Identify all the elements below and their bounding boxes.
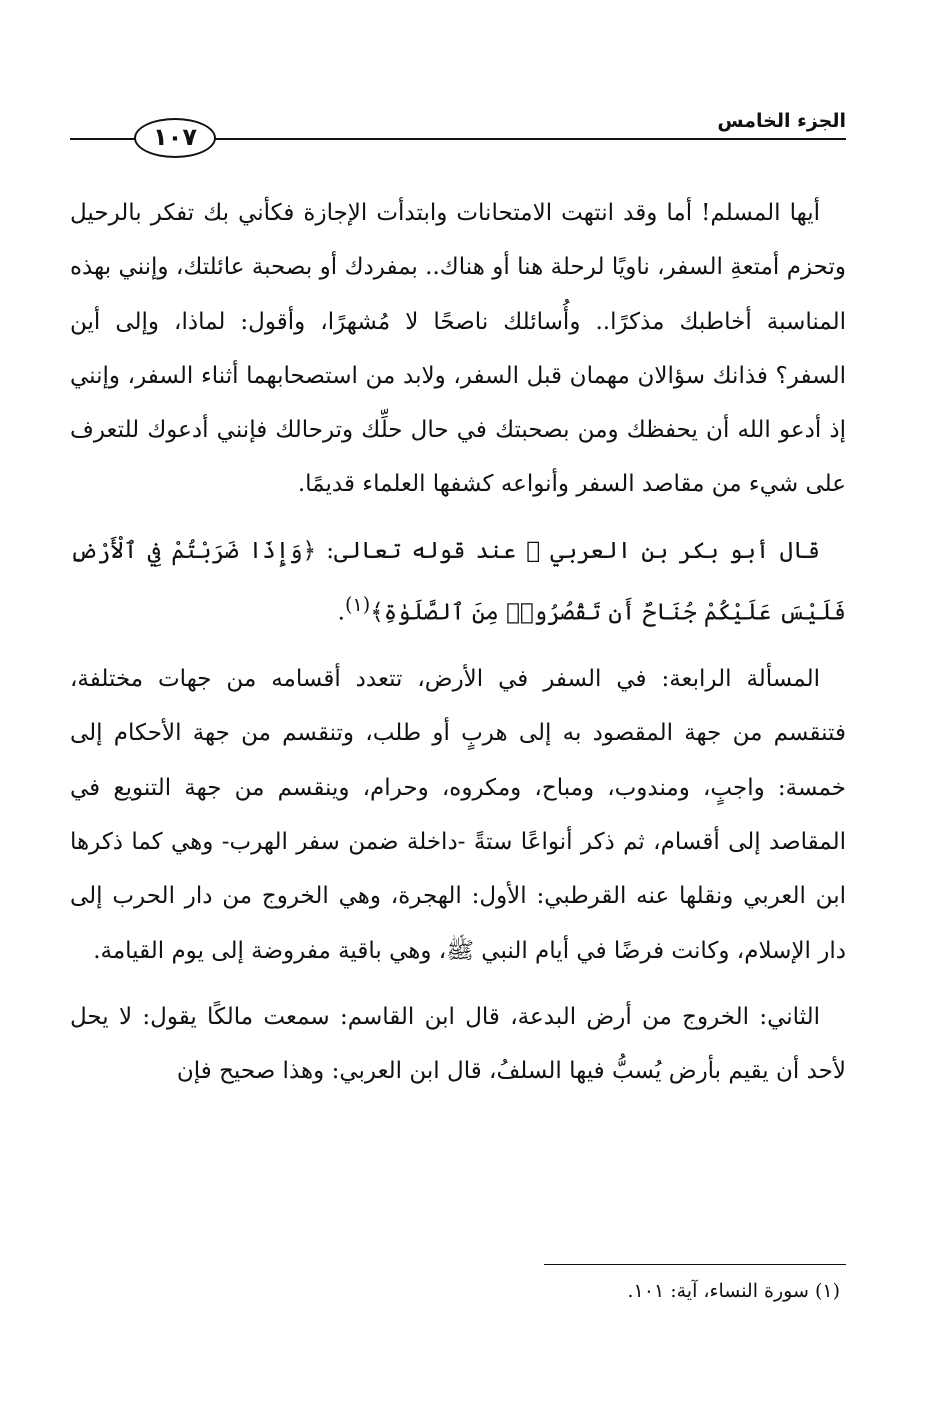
footnote-rule — [544, 1264, 846, 1265]
paragraph-quote — [70, 524, 846, 640]
body-text — [70, 186, 846, 1098]
quote-end-text: . — [337, 599, 345, 626]
page-header — [70, 108, 846, 168]
page-number: ١٠٧ — [134, 118, 216, 158]
footnote: (١) سورة النساء، آية: ١٠١. — [627, 1280, 840, 1302]
running-title: الجزء الخامس — [717, 110, 846, 132]
paragraph-intro: أيها المسلم! أما وقد انتهت الامتحانات وابتدأت الإجازة فكأني بك تفكر بالرحيل وتحزم أمتعةِ السفر، ناويًا لرحلة هنا أو هناك.. بمفردك أو بصحبة عائلتك، وإنني بهذه المناسبة أخاطبك مذكرًا.. وأُسائلك ناصحًا لا مُشهرًا، وأقول: لماذا، وإلى أين السفر؟ فذانك سؤالان مهمان قبل السفر، ولابد من استصحابهما أثناء السفر، وإنني إذ أدعو الله أن يحفظك ومن بصحبتك في حال حلِّك وترحالك فإنني أدعوك للتعرف على شيء من مقاصد السفر وأنواعه كشفها العلماء قديمًا. — [70, 200, 846, 498]
footnote-reference: (١) — [344, 593, 371, 617]
paragraph-second: الثاني: الخروج من أرض البدعة، قال ابن القاسم: سمعت مالكًا يقول: لا يحل لأحد أن يقيم بأرض يُسبُّ فيها السلفُ، قال ابن العربي: وهذا صحيح فإن — [70, 1003, 846, 1085]
paragraph-issue-four: المسألة الرابعة: في السفر في الأرض، تتعدد أقسامه من جهات مختلفة، فتنقسم من جهة المقصود به إلى هربٍ أو طلب، وتنقسم من جهة الأحكام إلى خمسة: واجبٍ، ومندوب، ومباح، ومكروه، وحرام، وينقسم من جهة التنويع في المقاصد إلى أقسام، ثم ذكر أنواعًا ستةً -داخلة ضمن سفر الهرب- وهي كما ذكرها ابن العربي ونقلها عنه القرطبي: الأول: الهجرة، وهي الخروج من دار الحرب إلى دار الإسلام، وكانت فرضًا في أيام النبي ﷺ، وهي باقية مفروضة إلى يوم القيامة. — [70, 666, 846, 964]
quran-verse: ﴿وَإِذَا ضَرَبْتُمْ فِي ٱلْأَرْضِ فَلَيْسَ عَلَيْكُمْ جُنَاحٌ أَن تَقْصُرُوا۟ مِنَ ٱلصَّلَوٰةِ﴾ — [70, 537, 846, 626]
quote-lead-text: قال أبو بكر بن العربي ﵀ عند قوله تعالى: — [316, 537, 820, 564]
